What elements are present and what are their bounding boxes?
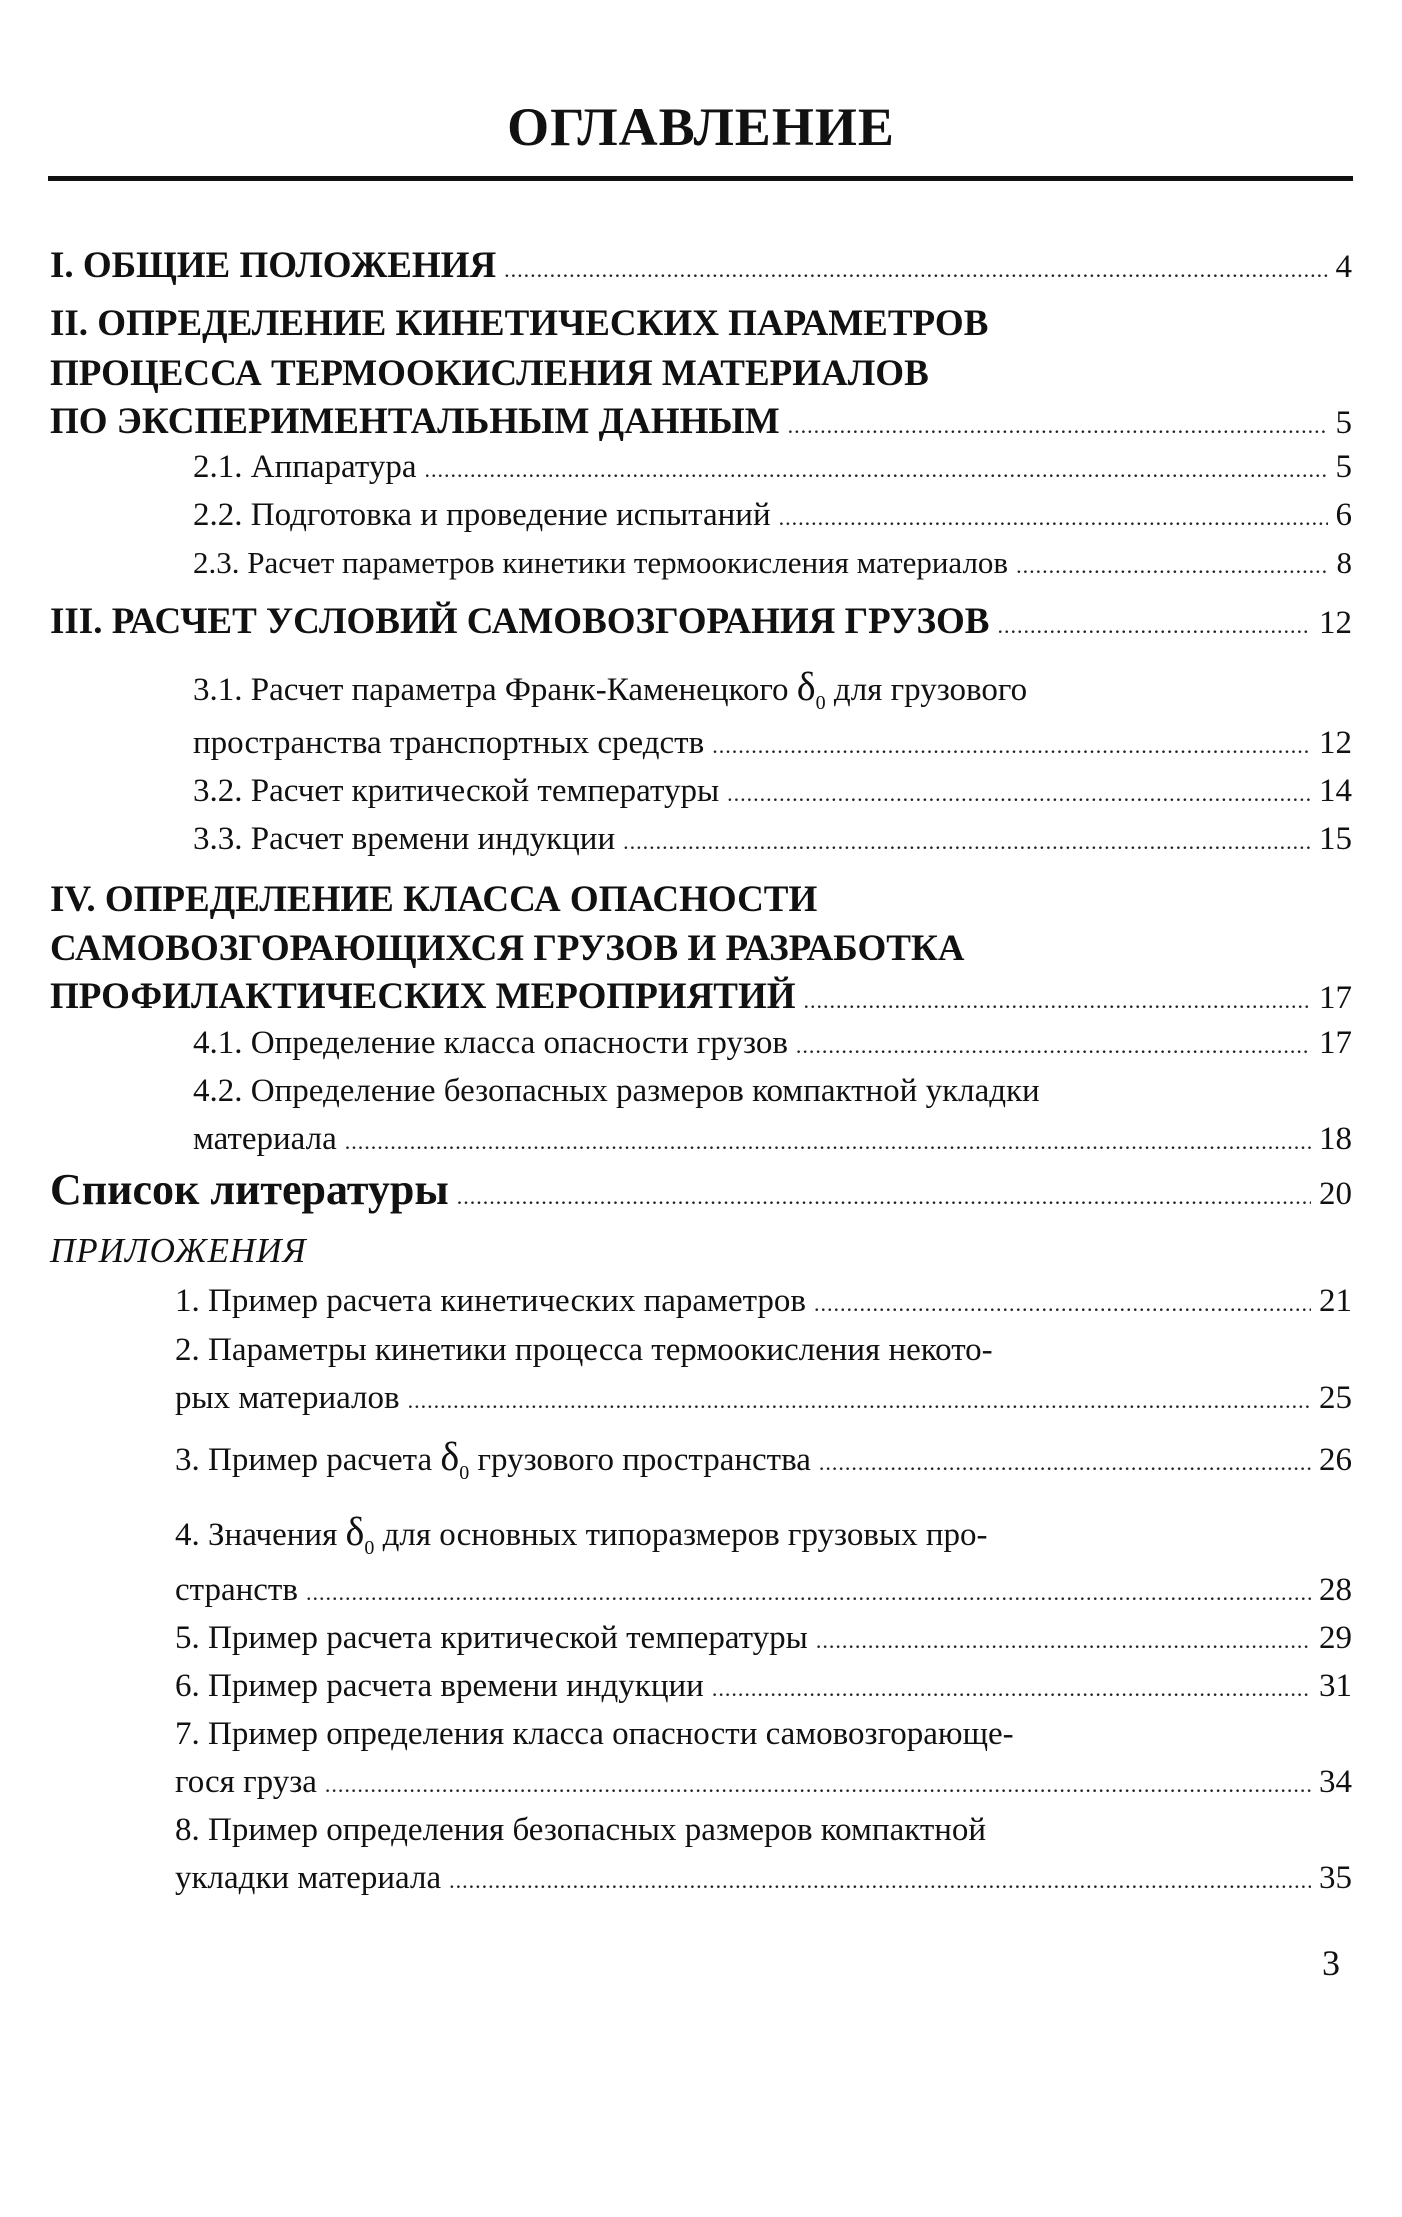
toc-entry-text: ПО ЭКСПЕРИМЕНТАЛЬНЫМ ДАННЫМ — [50, 401, 780, 442]
dot-leader — [796, 1035, 1311, 1057]
toc-entry-3-1 — [193, 727, 1352, 760]
toc-entry-text: 2.1. Аппаратура — [193, 449, 417, 485]
toc-entry-2-2 — [193, 499, 1352, 532]
toc-entry-appendix-5 — [175, 1622, 1352, 1655]
toc-entry-appendix-2-line1: 2. Параметры кинетики процесса термоокисления некото- — [175, 1332, 993, 1368]
toc-entry-page: 21 — [1319, 1283, 1352, 1319]
dot-leader — [449, 1870, 1311, 1892]
toc-entry-text: укладки материала — [175, 1860, 442, 1896]
toc-entry-page: 20 — [1319, 1176, 1352, 1212]
dot-leader — [457, 1186, 1311, 1208]
toc-entry-3-3 — [193, 823, 1352, 856]
toc-entry-section-2-line2: ПРОЦЕССА ТЕРМООКИСЛЕНИЯ МАТЕРИАЛОВ — [50, 353, 929, 394]
toc-entry-3-2 — [193, 775, 1352, 808]
dot-leader — [623, 831, 1311, 853]
toc-entry-text-pre: 3. Пример расчета — [175, 1442, 433, 1478]
toc-entry-page: 8 — [1336, 545, 1352, 580]
dot-leader — [816, 1630, 1311, 1652]
dot-leader — [712, 1678, 1311, 1700]
delta-subscript: 0 — [459, 1462, 470, 1484]
toc-entry-4-2-line1: 4.2. Определение безопасных размеров компактной укладки — [193, 1073, 1040, 1109]
toc-entry-text: гося груза — [175, 1764, 317, 1800]
toc-entry-appendix-4-line1 — [175, 1509, 988, 1559]
delta-subscript: 0 — [815, 692, 826, 714]
toc-entry-text: 6. Пример расчета времени индукции — [175, 1668, 704, 1704]
toc-entry-page: 26 — [1319, 1442, 1352, 1478]
toc-entry-appendix-2 — [175, 1382, 1352, 1415]
dot-leader — [997, 615, 1311, 637]
toc-entry-literature — [50, 1165, 1352, 1214]
toc-entry-page: 6 — [1335, 497, 1352, 533]
toc-entry-text: 2.3. Расчет параметров кинетики термоокисления материалов — [193, 545, 1009, 580]
toc-entry-appendix-7-line1: 7. Пример определения класса опасности самовозгорающе- — [175, 1716, 1014, 1752]
toc-entry-page: 5 — [1335, 449, 1352, 485]
toc-entry-text: 1. Пример расчета кинетических параметров — [175, 1283, 806, 1319]
toc-entry-text: материала — [193, 1121, 337, 1157]
dot-leader — [408, 1390, 1311, 1412]
delta-subscript: 0 — [364, 1537, 375, 1559]
toc-entry-appendix-8 — [175, 1862, 1352, 1895]
toc-entry-page: 17 — [1319, 980, 1352, 1016]
delta-glyph: δ — [796, 664, 816, 709]
toc-entry-4-2 — [193, 1123, 1352, 1156]
delta-symbol — [796, 664, 826, 714]
toc-entry-4-1 — [193, 1027, 1352, 1060]
toc-entry-section-1 — [50, 247, 1352, 284]
toc-entry-text: 4.1. Определение класса опасности грузов — [193, 1025, 788, 1061]
toc-entry-page: 12 — [1319, 725, 1352, 761]
toc-entry-page: 18 — [1319, 1121, 1352, 1157]
dot-leader — [712, 735, 1311, 757]
toc-entry-page: 12 — [1319, 605, 1352, 641]
toc-entry-page: 31 — [1319, 1668, 1352, 1704]
page-number: 3 — [1322, 1943, 1340, 1983]
toc-entry-text: Список литературы — [50, 1165, 449, 1214]
dot-leader — [1016, 555, 1328, 577]
toc-entry-appendix-6 — [175, 1670, 1352, 1703]
toc-entry-text: пространства транспортных средств — [193, 725, 705, 761]
delta-symbol — [440, 1434, 470, 1484]
toc-entry-text-post: для основных типоразмеров грузовых про- — [382, 1517, 988, 1553]
toc-entry-text: 2.2. Подготовка и проведение испытаний — [193, 497, 771, 533]
toc-entry-page: 34 — [1319, 1764, 1352, 1800]
toc-entry-page: 29 — [1319, 1620, 1352, 1656]
toc-entry-text-post: грузового пространства — [477, 1442, 811, 1478]
dot-leader — [424, 459, 1327, 481]
toc-entry-page: 25 — [1319, 1380, 1352, 1416]
dot-leader — [814, 1293, 1311, 1315]
toc-entry-appendix-3 — [175, 1434, 1352, 1484]
dot-leader — [306, 1582, 1311, 1604]
toc-entry-text-pre: 4. Значения — [175, 1517, 338, 1553]
toc-entry-2-3 — [193, 547, 1352, 578]
dot-leader — [788, 415, 1328, 437]
toc-entry-section-4-line2: САМОВОЗГОРАЮЩИХСЯ ГРУЗОВ И РАЗРАБОТКА — [50, 928, 965, 969]
toc-entry-text — [175, 1434, 811, 1484]
delta-glyph: δ — [440, 1434, 460, 1479]
toc-entry-section-3 — [50, 603, 1352, 640]
dot-leader — [804, 990, 1311, 1012]
toc-entry-3-1-line1 — [193, 664, 1028, 714]
dot-leader — [345, 1131, 1311, 1153]
dot-leader — [819, 1452, 1311, 1474]
toc-entry-appendix-7 — [175, 1766, 1352, 1799]
toc-entry-section-2-line1: II. ОПРЕДЕЛЕНИЕ КИНЕТИЧЕСКИХ ПАРАМЕТРОВ — [50, 303, 989, 344]
toc-entry-text-cont: для грузового — [833, 672, 1028, 708]
toc-entry-section-2 — [50, 403, 1352, 440]
toc-entry-appendix-8-line1: 8. Пример определения безопасных размеров компактной — [175, 1812, 987, 1848]
toc-entry-page: 15 — [1319, 821, 1352, 857]
toc-entry-section-4 — [50, 978, 1352, 1015]
delta-glyph: δ — [345, 1509, 365, 1554]
toc-entry-text: странств — [175, 1572, 298, 1608]
dot-leader — [727, 783, 1311, 805]
dot-leader — [779, 507, 1328, 529]
toc-entry-page: 4 — [1335, 249, 1352, 285]
toc-entry-page: 28 — [1319, 1572, 1352, 1608]
dot-leader — [504, 259, 1327, 281]
toc-entry-page: 14 — [1319, 773, 1352, 809]
appendix-heading: ПРИЛОЖЕНИЯ — [50, 1231, 307, 1270]
toc-entry-section-4-line1: IV. ОПРЕДЕЛЕНИЕ КЛАССА ОПАСНОСТИ — [50, 879, 818, 920]
toc-entry-text: 3.3. Расчет времени индукции — [193, 821, 616, 857]
toc-entry-appendix-4 — [175, 1574, 1352, 1607]
toc-entry-page: 35 — [1319, 1860, 1352, 1896]
toc-entry-text: ПРОФИЛАКТИЧЕСКИХ МЕРОПРИЯТИЙ — [50, 976, 796, 1017]
delta-symbol — [345, 1509, 375, 1559]
toc-entry-text: III. РАСЧЕТ УСЛОВИЙ САМОВОЗГОРАНИЯ ГРУЗОВ — [50, 601, 990, 642]
toc-entry-text: 3.2. Расчет критической температуры — [193, 773, 720, 809]
toc-entry-text: 5. Пример расчета критической температуры — [175, 1620, 808, 1656]
toc-entry-text: 3.1. Расчет параметра Франк-Каменецкого — [193, 672, 789, 708]
dot-leader — [325, 1774, 1311, 1796]
toc-entry-page: 5 — [1335, 405, 1352, 441]
toc-entry-text: I. ОБЩИЕ ПОЛОЖЕНИЯ — [50, 245, 497, 286]
toc-entry-page: 17 — [1319, 1025, 1352, 1061]
toc-entry-text: рых материалов — [175, 1380, 400, 1416]
toc-entry-appendix-1 — [175, 1285, 1352, 1318]
page-title: ОГЛАВЛЕНИЕ — [507, 97, 895, 157]
toc-entry-2-1 — [193, 451, 1352, 484]
